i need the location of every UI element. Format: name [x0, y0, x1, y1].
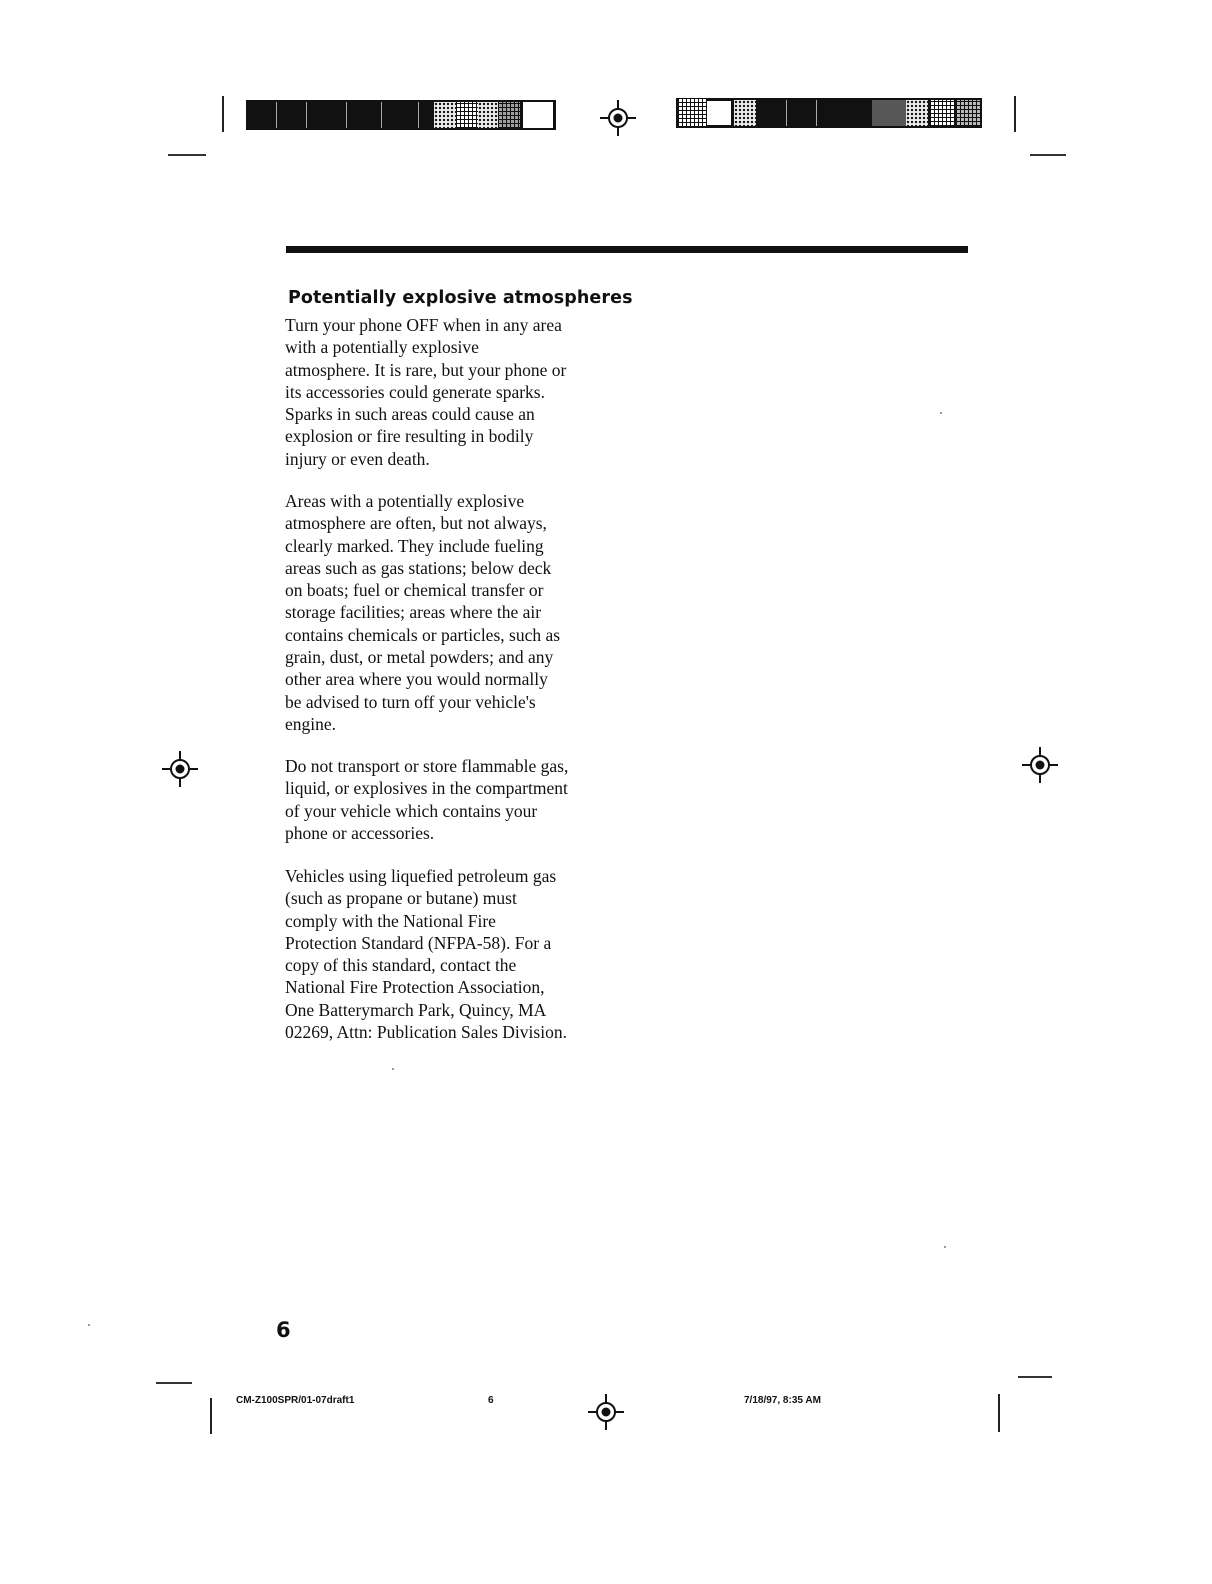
text-line: of your vehicle which contains your [285, 800, 538, 821]
crop-mark-bottom-left-vertical [210, 1398, 212, 1434]
page-number: 6 [276, 1318, 291, 1342]
paragraph-4 [285, 865, 625, 1043]
paragraph-3 [285, 755, 625, 844]
text-line: other area where you would normally [285, 669, 548, 690]
color-bar-right [676, 98, 982, 128]
text-line: grain, dust, or metal powders; and any [285, 647, 554, 668]
scan-speck [88, 1324, 90, 1326]
scan-speck [944, 1246, 946, 1248]
text-line: be advised to turn off your vehicle's [285, 691, 536, 712]
crop-mark-top-right-horizontal [1030, 154, 1066, 156]
text-line: its accessories could generate sparks. [285, 381, 545, 402]
text-line: areas such as gas stations; below deck [285, 557, 552, 578]
text-line: engine. [285, 713, 337, 734]
text-line: storage facilities; areas where the air [285, 602, 542, 623]
text-line: (such as propane or butane) must [285, 888, 517, 909]
text-line: Do not transport or store flammable gas, [285, 756, 569, 776]
text-line: explosion or fire resulting in bodily [285, 426, 534, 447]
text-line: Areas with a potentially explosive [285, 491, 525, 511]
text-line: copy of this standard, contact the [285, 955, 517, 976]
crop-mark-bottom-right-vertical [998, 1394, 1000, 1432]
text-line: Turn your phone OFF when in any area [285, 315, 562, 335]
text-line: injury or even death. [285, 448, 430, 469]
text-line: contains chemicals or particles, such as [285, 624, 561, 645]
text-line: Protection Standard (NFPA-58). For a [285, 932, 552, 953]
scan-speck [392, 1068, 394, 1070]
text-line: National Fire Protection Association, [285, 977, 545, 998]
scan-speck [940, 412, 942, 414]
color-bar-left [246, 100, 556, 130]
text-line: atmosphere are often, but not always, [285, 513, 547, 534]
registration-target-icon [1020, 745, 1060, 785]
paragraph-2 [285, 490, 625, 735]
registration-target-icon [598, 98, 638, 138]
crop-mark-top-left-vertical [222, 96, 224, 132]
text-line: Sparks in such areas could cause an [285, 404, 535, 425]
text-line: on boats; fuel or chemical transfer or [285, 580, 544, 601]
slug-timestamp: 7/18/97, 8:35 AM [744, 1395, 821, 1406]
section-heading: Potentially explosive atmospheres [288, 288, 633, 308]
crop-mark-top-right-vertical [1014, 96, 1016, 132]
text-line: phone or accessories. [285, 822, 435, 843]
text-line: One Batterymarch Park, Quincy, MA [285, 999, 547, 1020]
text-line: Vehicles using liquefied petroleum gas [285, 866, 557, 886]
text-line: comply with the National Fire [285, 910, 496, 931]
text-line: with a potentially explosive [285, 337, 479, 358]
slug-file-name: CM-Z100SPR/01-07draft1 [236, 1395, 355, 1406]
crop-mark-bottom-left-horizontal [156, 1382, 192, 1384]
slug-page: 6 [488, 1395, 494, 1406]
text-line: liquid, or explosives in the compartment [285, 778, 568, 799]
paragraph-1 [285, 314, 625, 470]
crop-mark-bottom-right-horizontal [1018, 1376, 1052, 1378]
registration-target-icon [586, 1392, 626, 1432]
section-rule [286, 246, 968, 253]
text-line: clearly marked. They include fueling [285, 535, 544, 556]
registration-target-icon [160, 749, 200, 789]
text-line: 02269, Attn: Publication Sales Division. [285, 1022, 567, 1043]
crop-mark-top-left-horizontal [168, 154, 206, 156]
text-line: atmosphere. It is rare, but your phone or [285, 359, 567, 380]
